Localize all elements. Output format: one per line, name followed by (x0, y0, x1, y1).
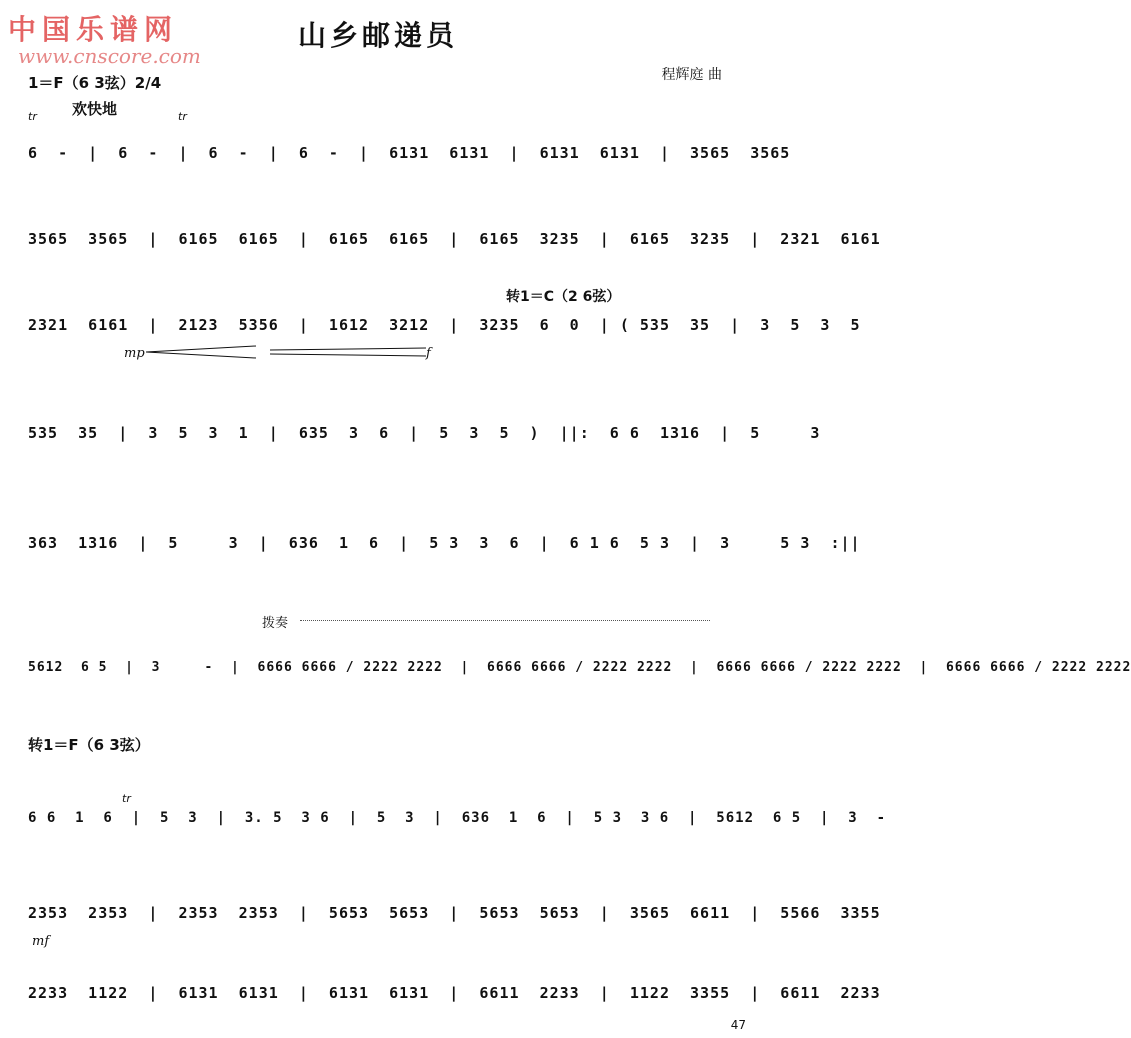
trill-mark: tr (178, 110, 187, 123)
trill-mark: tr (28, 110, 37, 123)
notation-line: 363 1316 | 5 3 | 636 1 6 | 5 3 3 6 | 6 1 6 5 3 | 3 5 3 :|| (28, 534, 861, 552)
staff-row-6 (28, 616, 1131, 712)
dynamic-mf: mf (32, 934, 50, 949)
notation-line: 2321 6161 | 2123 5356 | 1612 3212 | 3235 6 0 | ( 535 35 | 3 5 3 5 (28, 316, 861, 334)
watermark-site: 中国乐谱网 (8, 13, 179, 46)
notation-line: 6 6 1 6 | 5 3 | 3. 5 3 6 | 5 3 | 636 1 6 | 5 3 3 6 | 5612 6 5 | 3 - (28, 810, 887, 826)
staff-row-3 (28, 272, 861, 368)
pizzicato-marking: 拨奏 (262, 616, 289, 631)
notation-line: 3565 3565 | 6165 6165 | 6165 6165 | 6165 3235 | 6165 3235 | 2321 6161 (28, 230, 881, 248)
staff-row-5 (28, 490, 861, 586)
modulation-marking: 转1＝F（6 3弦） (28, 736, 150, 754)
score-title: 山乡邮递员 (297, 19, 458, 52)
notation-line: 5612 6 5 | 3 - | 6666 6666 / 2222 2222 | 6666 6666 / 2222 2222 | 6666 6666 / 2222 2222 | 6666 6666 / 2222 2222 (28, 660, 1131, 675)
notation-line: 6 - | 6 - | 6 - | 6 - | 6131 6131 | 6131 6131 | 3565 3565 (28, 144, 791, 162)
dynamic-f: f (426, 346, 431, 361)
watermark-url: www.cnscore.com (18, 44, 201, 68)
notation-line: 535 35 | 3 5 3 1 | 635 3 6 | 5 3 5 ) ||: 6 6 1316 | 5 3 (28, 424, 821, 442)
staff-row-2 (28, 186, 881, 282)
staff-row-7 (28, 766, 887, 862)
notation-line: 2353 2353 | 2353 2353 | 5653 5653 | 5653 5653 | 3565 6611 | 5566 3355 (28, 904, 881, 922)
key-signature: 1＝F（6 3弦）2/4 (28, 74, 162, 92)
dynamic-mp: mp (124, 346, 145, 361)
crescendo-hairpin (146, 344, 426, 360)
tempo-marking: 欢快地 (72, 100, 118, 118)
staff-row-1 (28, 100, 791, 196)
modulation-marking: 转1＝C（2 6弦） (506, 289, 621, 305)
notation-line: 2233 1122 | 6131 6131 | 6131 6131 | 6611 2233 | 1122 3355 | 6611 2233 (28, 984, 881, 1002)
trill-mark: tr (122, 792, 131, 805)
composer-credit: 程辉庭 曲 (661, 67, 722, 83)
page-number: 47 (730, 1018, 746, 1032)
staff-row-4 (28, 380, 821, 476)
